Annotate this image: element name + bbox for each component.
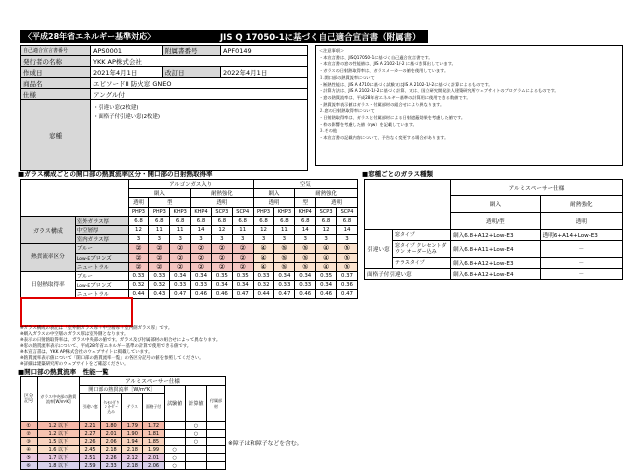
u-value: ⑤: [337, 244, 358, 253]
glass-u: 1.7 以下: [37, 454, 79, 462]
value: 11: [274, 225, 295, 234]
u-value: 2.06: [143, 462, 164, 470]
note-line: ・本宣言書の窓の性能値は、JIS A 2102-1/-2 に基づき算出しています。: [319, 61, 456, 67]
test-mark: ○: [164, 454, 185, 462]
product-label: 商品名: [21, 78, 91, 89]
window-label: 窓種: [21, 100, 91, 171]
sec1-title: ■ガラス構成ごとの開口部の熱貫流率区分・開口部の日射熱取得率: [18, 170, 213, 178]
u-value: 1.79: [122, 422, 143, 430]
eta-value: 0.46: [316, 290, 337, 299]
footnote: ※本宣言書は、YKK AP株式会社のウェブサイトに掲載しています。: [20, 350, 153, 355]
sub2-head: 透明: [128, 198, 149, 207]
glass-code: PHP3: [253, 207, 274, 216]
eta-value: 0.34: [191, 271, 212, 280]
glass-row-name: 室外ガラス厚: [75, 216, 128, 225]
glass-code: PHP3: [149, 207, 170, 216]
glass-code: SCP3: [316, 207, 337, 216]
spacer-head: アルミスペーサー仕様: [451, 180, 623, 196]
footnote: ※ガラス構成の表記は「室外側ガラス厚＋中空層厚＋室内側ガラス厚」です。: [20, 326, 173, 331]
eta-value: 0.33: [170, 281, 191, 290]
row-name: ブロンズ: [90, 283, 112, 290]
lowe: Low-E: [76, 256, 91, 262]
row-name: テラスタイプ: [393, 258, 451, 269]
value: 6.8: [191, 216, 212, 225]
value: 3: [128, 235, 149, 244]
glass-u: 1.8 以下: [37, 462, 79, 470]
note-line: ・枠の影響を考慮した値（ηw）を記載しています。: [319, 121, 417, 127]
u-row-name: [75, 262, 128, 271]
u-value: 2.12: [122, 454, 143, 462]
eta-value: 0.33: [149, 271, 170, 280]
created: 2021年4月1日: [91, 67, 163, 78]
u-value: ②: [149, 244, 170, 253]
accessory: [207, 446, 226, 454]
value: 12: [316, 225, 337, 234]
col-head: 耐熱強化: [540, 196, 622, 213]
eta-value: 0.34: [274, 271, 295, 280]
eta-value: 0.47: [232, 290, 253, 299]
u-value: ②: [191, 244, 212, 253]
footnote: ※詳細は建築研究所のウェブサイトをご確認ください。: [20, 362, 129, 367]
annex-no: APF0149: [221, 46, 308, 56]
glass-u: 1.6 以下: [37, 446, 79, 454]
note-line: ・本宣言書は、JISQ17050-1に基づく自己適合宣言書です。: [319, 54, 433, 60]
value: 12: [211, 225, 232, 234]
eta-value: 0.35: [232, 271, 253, 280]
spec-label: 仕様: [21, 89, 91, 100]
eta-value: 0.44: [253, 290, 274, 299]
value: 3: [253, 235, 274, 244]
spacer-head: アルミスペーサー仕様: [79, 377, 225, 386]
value: 6.8: [316, 216, 337, 225]
value: 3: [295, 235, 316, 244]
group-label: 引違い窓: [365, 230, 393, 269]
lowe: Low-E: [76, 284, 91, 290]
u-value: ②: [170, 253, 191, 262]
value: 3: [274, 235, 295, 244]
u-value: 2.21: [79, 422, 100, 430]
u-value: 2.26: [101, 454, 122, 462]
eta-value: 0.46: [295, 290, 316, 299]
value: 3: [316, 235, 337, 244]
sec2-title: ■窓種ごとのガラス種類: [362, 170, 433, 178]
glass-code: SCP3: [211, 207, 232, 216]
eta-value: 0.33: [128, 271, 149, 280]
category: ⑤: [21, 454, 38, 462]
row-name: 窓タイプ クレセントダウン オーダー込み: [393, 241, 451, 258]
u-row-name: [75, 253, 128, 262]
u-value: ④: [316, 262, 337, 271]
glass-code: KHP4: [191, 207, 212, 216]
col-head: 透明/型: [451, 213, 541, 230]
value: 6.8: [149, 216, 170, 225]
calc-mark: ○: [185, 438, 206, 446]
group-argon: アルゴンガス入り: [128, 180, 253, 189]
value: 3: [232, 235, 253, 244]
note-line: ＜注意事項＞: [319, 48, 345, 53]
eta-row-name: [75, 271, 128, 280]
row-name: ブルー: [76, 273, 93, 280]
window-item: ・引違い窓(2枚建): [93, 105, 139, 111]
window-glass-table: [364, 179, 623, 280]
u-value: 1.90: [122, 430, 143, 438]
created-label: 作成日: [21, 67, 91, 78]
window-item: ・面格子付引違い窓(2枚建): [93, 114, 160, 120]
footnotes: [20, 326, 620, 368]
value: 11: [149, 225, 170, 234]
category: ⑥: [21, 462, 38, 470]
spec: アングル付: [91, 89, 308, 100]
eta-value: 0.34: [316, 281, 337, 290]
u-value: 2.33: [101, 462, 122, 470]
head: 付属部材: [207, 386, 226, 422]
category: ④: [21, 446, 38, 454]
value: 14: [191, 225, 212, 234]
header-left: 〈平成28年省エネルギー基準対応〉: [24, 32, 156, 41]
glass-row-name: 室内ガラス厚: [75, 235, 128, 244]
u-value: 2.26: [79, 438, 100, 446]
calc-mark: [185, 446, 206, 454]
row-name: ブロンズ: [90, 255, 112, 262]
u-value: ②: [128, 262, 149, 271]
row-name: 窓タイプ: [393, 230, 451, 241]
glass-spec: －: [540, 258, 622, 269]
annex-no-label: 附属書番号: [163, 46, 221, 56]
note-line: ・ガラスの日射熱取得率は、ガラスメーカーの値を使用しています。: [319, 68, 449, 74]
u-value: ④: [253, 262, 274, 271]
accessory: [207, 438, 226, 446]
u-value: 2.18: [101, 446, 122, 454]
value: 6.8: [232, 216, 253, 225]
group-air: 空気: [253, 180, 357, 189]
accessory: [207, 422, 226, 430]
u-value: ②: [211, 253, 232, 262]
eta-value: 0.35: [316, 271, 337, 280]
eta-value: 0.33: [295, 281, 316, 290]
eta-value: 0.43: [149, 290, 170, 299]
test-mark: [164, 438, 185, 446]
value: 6.8: [295, 216, 316, 225]
test-mark: [164, 430, 185, 438]
category: ③: [21, 438, 38, 446]
row-name: ブルー: [76, 246, 93, 253]
sub-head: 耐熱強化: [295, 189, 358, 198]
accessory: [207, 430, 226, 438]
footnote: ※表示の日射熱取得率は、ガラス中央部の値です。ガラス及び付属部材の組合せによって異なります。: [20, 338, 221, 343]
eta-value: 0.33: [253, 271, 274, 280]
eta-value: 0.44: [128, 290, 149, 299]
glass-u: 1.2 以下: [37, 430, 79, 438]
note-line: ２.窓の日射熱取得率について: [319, 108, 375, 114]
value: 3: [191, 235, 212, 244]
sec3-title: ■開口部の熱貫流率 性能一覧: [18, 368, 109, 376]
test-mark: ○: [164, 446, 185, 454]
decl-no-label: 自己適合宣言書番号: [21, 46, 91, 56]
u-value: ②: [232, 244, 253, 253]
eta-value: 0.34: [232, 281, 253, 290]
glass-code: SCP4: [232, 207, 253, 216]
u-value: 1.72: [143, 422, 164, 430]
calc-mark: ○: [185, 422, 206, 430]
u-value: ④: [316, 244, 337, 253]
u-value: 1.94: [122, 438, 143, 446]
footnote: ※窓の熱貫流率表示について、平成28年省エネルギー基準の計算で使用できる値です。: [20, 344, 192, 349]
u-value: ②: [128, 244, 149, 253]
head: 引違い窓: [79, 394, 100, 422]
window-list: [91, 100, 308, 171]
u-value: ⑤: [337, 262, 358, 271]
sec3-note: ※障子は和障子などを含む。: [228, 441, 303, 447]
u-value: ⑤: [274, 262, 295, 271]
glass-spec: 網入6.8+A11+Low-E4: [451, 241, 541, 258]
sub-head: 網入: [128, 189, 191, 198]
eta-value: 0.37: [337, 271, 358, 280]
sub-head: 耐熱強化: [191, 189, 254, 198]
head: 計算値: [185, 386, 206, 422]
glass-code: KHP3: [274, 207, 295, 216]
page-header: [20, 30, 428, 43]
u-value: ⑤: [295, 253, 316, 262]
glass-code: PHP3: [128, 207, 149, 216]
issuer-label: 発行者の名称: [21, 56, 91, 67]
eta-value: 0.34: [295, 271, 316, 280]
decl-no: APS0001: [91, 46, 163, 56]
u-value: ⑤: [337, 253, 358, 262]
eta-value: 0.46: [211, 290, 232, 299]
note-line: ・計算方法は、JIS A 2102-1/-2に基づく計算、又は、国立研究開発法人建築研究所ウェブサイトのプログラムによるものです。: [319, 88, 559, 94]
category: ②: [21, 430, 38, 438]
u-value: 2.01: [101, 430, 122, 438]
col-head: 透明: [540, 213, 622, 230]
accessory: [207, 454, 226, 462]
glass-code: SCP4: [337, 207, 358, 216]
head: 試験値: [164, 386, 185, 422]
sub-head: 開口部の熱貫流率［W/m²K］: [79, 386, 164, 394]
value: 14: [337, 225, 358, 234]
eta-value: 0.47: [170, 290, 191, 299]
u-value: ②: [232, 262, 253, 271]
calc-mark: [185, 454, 206, 462]
sub2-head: 透明: [316, 198, 358, 207]
glass-row-name: 中空層厚: [75, 225, 128, 234]
value: 14: [295, 225, 316, 234]
glass-label: ガラス構成: [21, 216, 76, 244]
category: ①: [21, 422, 38, 430]
glass-spec: －: [540, 269, 622, 280]
u-value: ②: [149, 253, 170, 262]
sub2-head: 透明: [253, 198, 295, 207]
glass-spec: 透明6+A14+Low-E3: [540, 230, 622, 241]
head: ガラス中央部の熱貫流率[W/m²K]: [37, 377, 79, 422]
eta-value: 0.34: [170, 271, 191, 280]
value: 6.8: [337, 216, 358, 225]
value: 3: [149, 235, 170, 244]
sub2-head: 型: [295, 198, 316, 207]
value: 6.8: [253, 216, 274, 225]
u-value: ⑤: [295, 262, 316, 271]
eta-value: 0.47: [337, 290, 358, 299]
eta-value: 0.32: [149, 281, 170, 290]
value: 3: [170, 235, 191, 244]
glass-spec: 網入6.8+A12+Low-E3: [451, 230, 541, 241]
glass-table: [20, 179, 358, 299]
u-value: 2.06: [101, 438, 122, 446]
u-value: ②: [149, 262, 170, 271]
eta-value: 0.36: [337, 281, 358, 290]
accessory: [207, 462, 226, 470]
u-value: ④: [253, 253, 274, 262]
page-title: JIS Q 17050-1に基づく自己適合宣言書（附属書）: [220, 33, 421, 43]
u-value: ②: [128, 253, 149, 262]
eta-label: 日射熱取得率: [21, 271, 76, 299]
u-value: 1.80: [101, 422, 122, 430]
eta-value: 0.34: [211, 281, 232, 290]
test-mark: [164, 422, 185, 430]
head: テラス: [122, 394, 143, 422]
sub2-head: 透明: [191, 198, 254, 207]
u-value: 2.18: [122, 462, 143, 470]
note-line: １.開口部の熱貫流率について: [319, 74, 375, 80]
u-value: ⑤: [274, 244, 295, 253]
footnote: ※熱貫流率表示値について「開口部の熱貫流率一覧」の各区分記号の値を参照してください。: [20, 356, 204, 361]
value: 12: [253, 225, 274, 234]
eta-value: 0.32: [253, 281, 274, 290]
glass-code: KHP4: [295, 207, 316, 216]
value: 11: [232, 225, 253, 234]
footnote: ※網入ガラスの中空層のガラス厚は室外側となります。: [20, 332, 129, 337]
u-value: ②: [191, 262, 212, 271]
u-value-table: [20, 376, 226, 470]
revised-label: 改訂日: [163, 67, 221, 78]
product: エピソードⅡ 防火窓 GNEO: [91, 78, 308, 89]
u-value: ④: [253, 244, 274, 253]
u-value: 2.01: [143, 454, 164, 462]
eta-value: 0.32: [128, 281, 149, 290]
u-value: ②: [170, 244, 191, 253]
u-value: 2.51: [79, 454, 100, 462]
u-value: 2.45: [79, 446, 100, 454]
u-value: 2.59: [79, 462, 100, 470]
corner: [21, 180, 129, 217]
u-value: ⑤: [274, 253, 295, 262]
value: 3: [337, 235, 358, 244]
u-value: 1.85: [143, 438, 164, 446]
u-value: ②: [170, 262, 191, 271]
info-table: [20, 45, 308, 171]
value: 12: [128, 225, 149, 234]
note-line: ・窓の熱貫流率は、平成28年省エネルギー基準の計算用に使用できる数値です。: [319, 94, 471, 100]
highlight-box: [20, 297, 133, 327]
value: 6.8: [128, 216, 149, 225]
revised: 2022年4月1日: [221, 67, 308, 78]
head: 面格子付: [143, 394, 164, 422]
glass-code: KHP3: [170, 207, 191, 216]
head: 区分記号: [21, 377, 38, 422]
note-line: ３.その他: [319, 128, 338, 134]
corner: [365, 180, 451, 230]
calc-mark: ○: [185, 430, 206, 438]
value: 3: [211, 235, 232, 244]
eta-value: 0.33: [191, 281, 212, 290]
notes-box: [315, 45, 623, 166]
row-name: ニュートラル: [76, 292, 110, 299]
row-name: ニュートラル: [76, 264, 110, 271]
u-value: 1.81: [143, 430, 164, 438]
value: 11: [170, 225, 191, 234]
calc-mark: [185, 462, 206, 470]
u-value: ②: [232, 253, 253, 262]
value: 6.8: [274, 216, 295, 225]
eta-value: 0.35: [211, 271, 232, 280]
u-row-name: [75, 244, 128, 253]
eta-value: 0.47: [274, 290, 295, 299]
u-label: 熱貫流率区分: [21, 244, 76, 272]
eta-value: 0.46: [191, 290, 212, 299]
u-value: 2.18: [122, 446, 143, 454]
value: 6.8: [211, 216, 232, 225]
note-line: ・本宣言書の記載内容について、予告なく変更する場合があります。: [319, 135, 449, 141]
eta-value: 0.33: [274, 281, 295, 290]
col-head: 網入: [451, 196, 541, 213]
head: ｸﾚｾﾝﾄﾀﾞｳﾝ ｵｰﾀﾞｰ込み: [101, 394, 122, 422]
note-line: ・日射熱取得率は、ガラスと付属部材による日射遮蔽効果を考慮した値です。: [319, 115, 466, 121]
glass-spec: 網入6.8+A12+Low-E4: [451, 269, 541, 280]
u-value: 1.99: [143, 446, 164, 454]
test-mark: ○: [164, 462, 185, 470]
u-value: ②: [191, 253, 212, 262]
glass-u: 1.5 以下: [37, 438, 79, 446]
u-value: ④: [316, 253, 337, 262]
sub-head: 網入: [253, 189, 295, 198]
note-line: ・熱貫流率表示値はガラス・付属部材の組合せにより異なります。: [319, 101, 445, 107]
u-value: ②: [211, 244, 232, 253]
value: 6.8: [170, 216, 191, 225]
sub2-head: 型: [149, 198, 191, 207]
u-value: ⑤: [295, 244, 316, 253]
eta-row-name: [75, 281, 128, 290]
u-value: ②: [211, 262, 232, 271]
glass-spec: 網入6.8+A12+Low-E3: [451, 258, 541, 269]
issuer: YKK AP株式会社: [91, 56, 308, 67]
row-name: 面格子付引違い窓: [365, 269, 451, 280]
glass-spec: －: [540, 241, 622, 258]
u-value: 2.27: [79, 430, 100, 438]
glass-u: 1.2 以下: [37, 422, 79, 430]
note-line: ・断熱性能は、JIS A 4710に基づく試験又はJIS A 2102-1/-2に基づく計算によるものです。: [319, 81, 493, 87]
